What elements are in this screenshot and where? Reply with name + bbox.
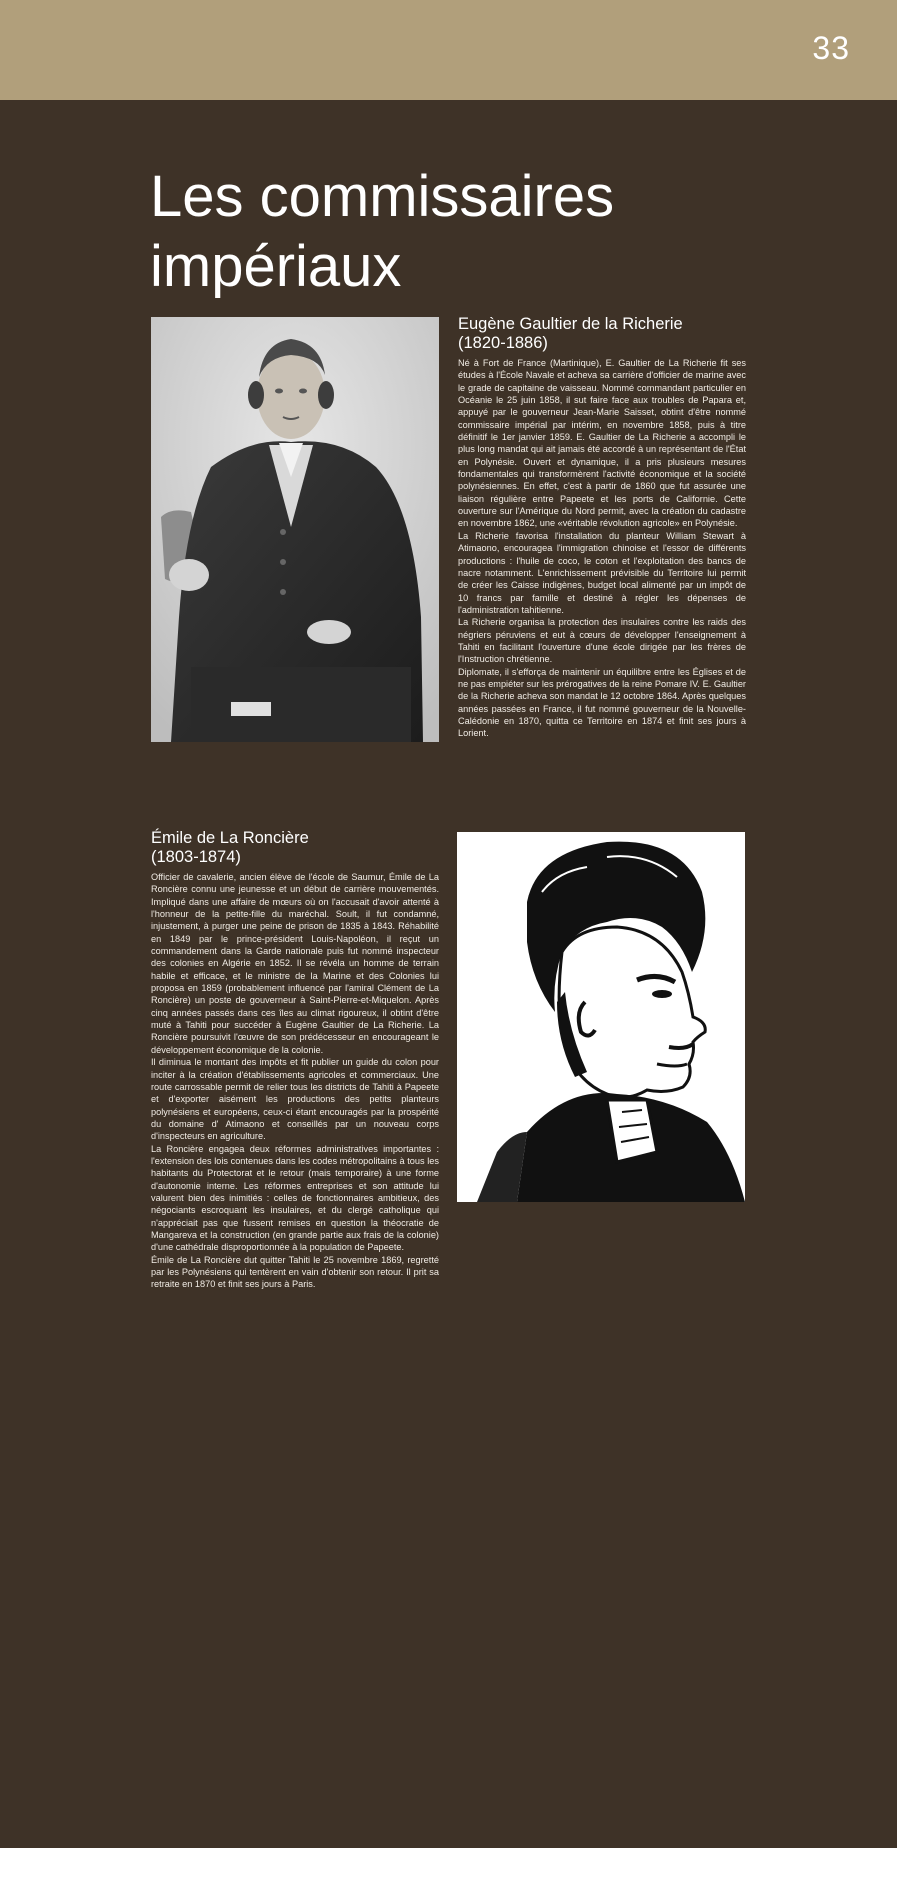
bio-paragraph: Émile de La Roncière dut quitter Tahiti le 25 novembre 1869, regretté par les Polynésiens qui tentèrent en vain d'obtenir son retour. Il prit sa retraite en 1870 et finit ses jours à Paris.	[151, 1254, 439, 1290]
bio-la-ronciere-name: Émile de La Roncière	[151, 829, 309, 847]
bio-paragraph: La Richerie favorisa l'installation du planteur William Stewart à Atimaono, encouragea l'immigration chinoise et l'essor de différents productions : l'huile de coco, le coton et l'exploitation des bancs de nacre notamment. L'enrichissement prévisible du Territoire lui permit de créer les Caisse indigènes, budget local alimenté par un impôt de 10 francs par famille et destiné à régler les dépenses de l'administration tahitienne.	[458, 530, 746, 615]
bio-paragraph: Il diminua le montant des impôts et fit publier un guide du colon pour inciter à la création d'établissements agricoles et commerciaux. Une route carrossable permit de relier tous les districts de Tahiti à Papeete et d'exporter aisément les productions des petits planteurs polynésiens et européens, ceux-ci étant encouragés par la prospérité du domaine d' Atimaono et conseillés par un nouveau corps d'inspecteurs en agriculture.	[151, 1057, 439, 1142]
page-title	[150, 162, 750, 302]
title-line-1: Les commissaires	[150, 164, 615, 229]
bio-paragraph: La Roncière engagea deux réformes administratives importantes : l'extension des lois contenues dans les codes métropolitains à tous les habitants du Protectorat et le retour (mais temporaire) à une forme d'autonomie interne. Les réformes entreprises et son attitude lui valurent bien des inimitiés : celles de fonctionnaires ambitieux, des négociants escroquant les insulaires, et du clergé catholique qui n'appréciait pas que fussent remises en question la théocratie de Mangareva et la construction (en grande partie aux frais de la colonie) d'une cathédrale disproportionnée à la population de Papeete.	[151, 1143, 439, 1253]
bio-gaultier	[458, 315, 746, 740]
bio-paragraph: Diplomate, il s'efforça de maintenir un équilibre entre les Églises et de ne pas empiéter sur les prérogatives de la reine Pomare IV. E. Gaultier de la Richerie acheva son mandat le 12 octobre 1864. Après quelques années passées en France, il fut nommé gouverneur de la Nouvelle-Calédonie en 1870, quitta ce Territoire en 1874 et finit ses jours à Lorient.	[458, 666, 746, 739]
header-band	[0, 0, 897, 100]
bio-paragraph: Né à Fort de France (Martinique), E. Gaultier de La Richerie fit ses études à l'École Navale et acheva sa carrière d'officier de marine avec le grade de capitaine de vaisseau. Nommé commandant particulier en Océanie le 25 juin 1858, il sut faire face aux troubles de Papara et, appuyé par le gouverneur Jean-Marie Saisset, obtint d'être nommé commissaire impérial par intérim, en novembre 1858, puis à titre définitif le 1er janvier 1859. E. Gaultier de La Richerie a accompli le plus long mandat qui ait jamais été accordé à un représentant de l'État en Polynésie. Ouvert et dynamique, il a pris plusieurs mesures fondamentales qui transformèrent l'activité économique et la société polynésiennes. En effet, c'est à partir de 1860 que fut assurée une liaison régulière entre Papeete et les ports de Californie. Cette ouverture sur l'Amérique du Nord permit, avec la création du cadastre en novembre 1862, une «véritable révolution agricole» en Polynésie.	[458, 358, 746, 529]
portrait-photo-gaultier	[151, 317, 439, 742]
content-panel	[0, 100, 897, 1848]
bio-la-ronciere-heading	[151, 829, 439, 867]
portrait-engraving-la-ronciere	[457, 832, 745, 1202]
bio-gaultier-name: Eugène Gaultier de la Richerie	[458, 315, 683, 333]
bio-la-ronciere	[151, 829, 439, 1291]
page-number: 33	[812, 30, 850, 66]
bio-gaultier-dates: (1820-1886)	[458, 334, 548, 352]
bio-paragraph: Officier de cavalerie, ancien élève de l'école de Saumur, Émile de La Roncière connu une jeunesse et un début de carrière mouvementés. Impliqué dans une affaire de mœurs où on l'accusait d'avoir attenté à l'honneur de la petite-fille du maréchal. Soult, il fut condamné, injustement, à purger une peine de prison de 1835 à 1843. Réhabilité en 1849 par le prince-président Louis-Napoléon, il reçut un commandement dans la Garde nationale puis fut nommé inspecteur des colonies en Algérie en 1852. Il se révéla un homme de terrain habile et efficace, et le ministre de la Marine et des Colonies lui proposa en 1859 (probablement influencé par l'amiral Clément de La Roncière) un poste de gouverneur à Saint-Pierre-et-Miquelon. Après cinq années passés dans ces îles au climat rigoureux, il obtint d'être muté à Tahiti pour succéder à Eugène Gaultier de La Richerie. La Roncière poursuivit l'œuvre de son prédécesseur en encourageant le développement économique de la colonie.	[151, 872, 439, 1055]
title-line-2: impériaux	[150, 234, 402, 299]
bio-paragraph: La Richerie organisa la protection des insulaires contre les raids des négriers péruviens et eut à cœurs de développer l'enseignement à Tahiti en facilitant l'ouverture d'une école dirigée par les frères de l'Instruction chrétienne.	[458, 617, 746, 665]
bio-gaultier-heading	[458, 315, 746, 353]
bio-la-ronciere-dates: (1803-1874)	[151, 848, 241, 866]
